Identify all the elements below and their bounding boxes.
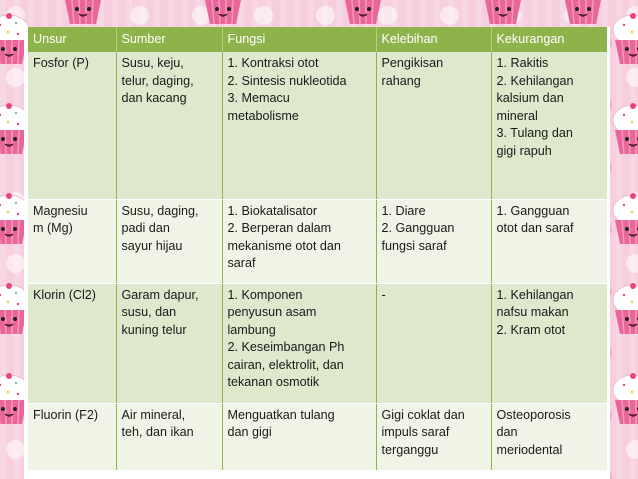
- cell-text-line: 1. Biokatalisator: [227, 203, 318, 218]
- cell-text-line: gigi rapuh: [496, 143, 552, 158]
- header-kekurangan: Kekurangan: [491, 27, 607, 52]
- cell-sumber: [116, 199, 222, 283]
- cell-text-line: dan gigi: [227, 425, 272, 439]
- cell-text-line: 1. Rakitis: [496, 56, 549, 70]
- cupcake-icon: [340, 0, 386, 26]
- cell-kelebihan: [376, 52, 491, 199]
- table-row: [28, 199, 607, 283]
- cell-text-line: 1. Komponen: [227, 287, 303, 302]
- cell-text-line: 3. Memacu: [227, 91, 290, 105]
- cell-text-line: sayur hijau: [121, 238, 183, 253]
- cell-text-line: -: [381, 287, 386, 302]
- cell-text-line: m (Mg): [33, 221, 73, 235]
- cell-text-line: tekanan osmotik: [227, 375, 320, 389]
- cell-text-line: Menguatkan tulang: [227, 407, 335, 422]
- cupcake-icon: [610, 370, 638, 426]
- cell-fungsi: [222, 52, 376, 199]
- table-header-row: [28, 27, 607, 52]
- cupcake-icon: [200, 0, 246, 26]
- cell-kelebihan: [376, 199, 491, 283]
- cell-kekurangan: [491, 403, 607, 470]
- cell-fungsi: [222, 283, 376, 403]
- cell-text-line: 1. Diare: [381, 203, 426, 218]
- cell-unsur: [28, 52, 116, 199]
- cupcake-icon: [610, 280, 638, 336]
- cell-text-line: terganggu: [381, 442, 439, 457]
- cupcake-icon: [480, 0, 526, 26]
- cell-text-line: teh, dan ikan: [121, 425, 194, 439]
- cell-text-line: padi dan: [121, 221, 170, 235]
- cell-text-line: Fosfor (P): [33, 56, 89, 70]
- cell-text-line: lambung: [227, 322, 276, 337]
- cell-text-line: impuls saraf: [381, 425, 450, 439]
- cell-fungsi: [222, 403, 376, 470]
- cell-unsur: [28, 403, 116, 470]
- cell-text-line: Klorin (Cl2): [33, 287, 96, 302]
- cell-kekurangan: [491, 283, 607, 403]
- cell-text-line: Osteoporosis: [496, 407, 571, 422]
- header-unsur: Unsur: [28, 27, 116, 52]
- cell-kelebihan: [376, 283, 491, 403]
- cupcake-icon: [610, 10, 638, 66]
- cupcake-icon: [610, 100, 638, 156]
- cupcake-icon: [60, 0, 106, 26]
- cell-text-line: 1. Kontraksi otot: [227, 56, 319, 70]
- cell-text-line: mekanisme otot dan: [227, 238, 341, 253]
- header-fungsi: Fungsi: [222, 27, 376, 52]
- cell-text-line: 2. Kehilangan: [496, 73, 574, 88]
- cell-kekurangan: [491, 52, 607, 199]
- cell-text-line: Gigi coklat dan: [381, 407, 465, 422]
- cell-text-line: dan: [496, 425, 518, 439]
- cell-text-line: meriodental: [496, 442, 563, 457]
- cell-text-line: nafsu makan: [496, 305, 569, 319]
- cupcake-icon: [610, 190, 638, 246]
- cell-text-line: Magnesiu: [33, 203, 88, 218]
- cell-text-line: rahang: [381, 73, 421, 88]
- cell-text-line: 3. Tulang dan: [496, 126, 573, 140]
- cell-text-line: penyusun asam: [227, 305, 317, 319]
- header-sumber: Sumber: [116, 27, 222, 52]
- cell-text-line: Fluorin (F2): [33, 407, 99, 422]
- cell-text-line: saraf: [227, 256, 256, 270]
- cell-fungsi: [222, 199, 376, 283]
- cell-sumber: [116, 403, 222, 470]
- cell-kelebihan: [376, 403, 491, 470]
- header-kelebihan: Kelebihan: [376, 27, 491, 52]
- cell-text-line: 2. Keseimbangan Ph: [227, 340, 345, 354]
- cell-text-line: dan kacang: [121, 91, 187, 105]
- cell-text-line: 1. Kehilangan: [496, 287, 574, 302]
- cell-text-line: kuning telur: [121, 322, 187, 337]
- cell-text-line: 1. Gangguan: [496, 203, 570, 218]
- cell-text-line: 2. Sintesis nukleotida: [227, 73, 347, 88]
- cell-text-line: Susu, daging,: [121, 203, 199, 218]
- cell-sumber: [116, 52, 222, 199]
- cell-text-line: telur, daging,: [121, 73, 194, 88]
- table-row: [28, 403, 607, 470]
- cell-kekurangan: [491, 199, 607, 283]
- cell-text-line: Pengikisan: [381, 56, 444, 70]
- cell-sumber: [116, 283, 222, 403]
- cell-unsur: [28, 199, 116, 283]
- cell-text-line: otot dan saraf: [496, 221, 574, 235]
- cell-text-line: Susu, keju,: [121, 56, 184, 70]
- cell-text-line: metabolisme: [227, 108, 299, 123]
- cell-text-line: 2. Berperan dalam: [227, 221, 332, 235]
- nutrition-table: [28, 27, 607, 471]
- cell-text-line: Garam dapur,: [121, 287, 199, 302]
- cell-text-line: cairan, elektrolit, dan: [227, 357, 344, 372]
- table-row: [28, 52, 607, 199]
- cell-text-line: mineral: [496, 108, 538, 123]
- cell-unsur: [28, 283, 116, 403]
- cell-text-line: Air mineral,: [121, 407, 186, 422]
- cell-text-line: fungsi saraf: [381, 238, 447, 253]
- cell-text-line: 2. Gangguan: [381, 221, 455, 235]
- table-row: [28, 283, 607, 403]
- cell-text-line: 2. Kram otot: [496, 322, 566, 337]
- cell-text-line: kalsium dan: [496, 91, 564, 105]
- cell-text-line: susu, dan: [121, 305, 177, 319]
- cupcake-icon: [560, 0, 606, 26]
